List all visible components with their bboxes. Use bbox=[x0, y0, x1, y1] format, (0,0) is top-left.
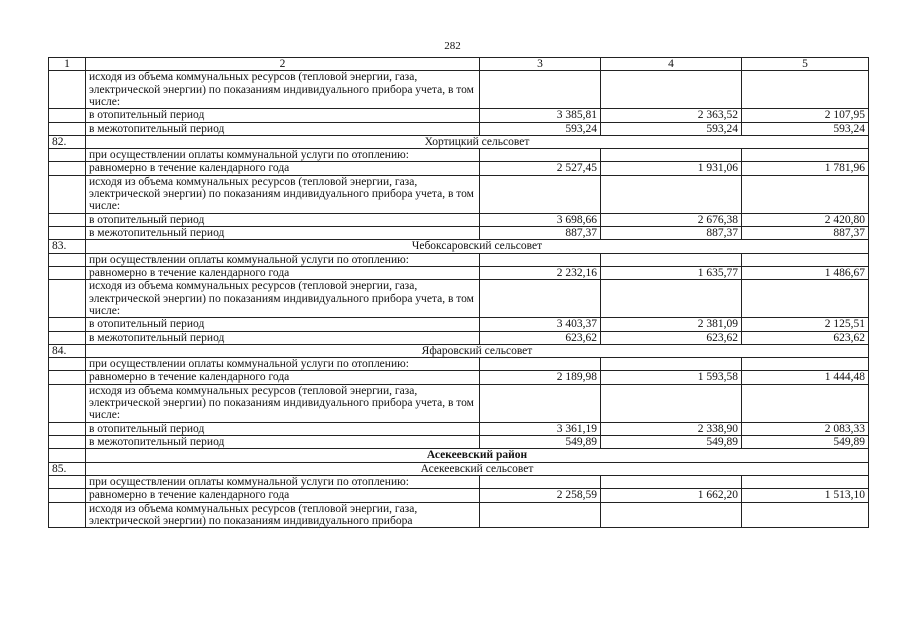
table-row bbox=[49, 436, 869, 449]
row-label: исходя из объема коммунальных ресурсов (тепловой энергии, газа, электрической энергии) по показаниям индивидуального прибора учета, в том числе: bbox=[86, 175, 480, 213]
section-title: Асекеевский сельсовет bbox=[86, 462, 869, 475]
row-index bbox=[49, 109, 86, 122]
row-index bbox=[49, 253, 86, 266]
row-index bbox=[49, 280, 86, 318]
row-label: равномерно в течение календарного года bbox=[86, 489, 480, 502]
value-col-3 bbox=[480, 175, 601, 213]
value-col-3 bbox=[480, 280, 601, 318]
table-row bbox=[49, 502, 869, 528]
value-col-4 bbox=[601, 71, 742, 109]
row-label: в межотопительный период bbox=[86, 331, 480, 344]
section-title: Яфаровский сельсовет bbox=[86, 344, 869, 357]
value-col-3 bbox=[480, 475, 601, 488]
value-col-5 bbox=[742, 175, 869, 213]
value-col-5 bbox=[742, 358, 869, 371]
value-col-4: 623,62 bbox=[601, 331, 742, 344]
value-col-5 bbox=[742, 71, 869, 109]
value-col-5 bbox=[742, 149, 869, 162]
row-label: равномерно в течение календарного года bbox=[86, 371, 480, 384]
section-row bbox=[49, 135, 869, 148]
section-row bbox=[49, 462, 869, 475]
value-col-4: 2 676,38 bbox=[601, 213, 742, 226]
value-col-5: 2 107,95 bbox=[742, 109, 869, 122]
table-body bbox=[49, 71, 869, 528]
table-row bbox=[49, 318, 869, 331]
value-col-4: 1 635,77 bbox=[601, 266, 742, 279]
value-col-5: 2 420,80 bbox=[742, 213, 869, 226]
value-col-4 bbox=[601, 358, 742, 371]
row-label: в межотопительный период bbox=[86, 436, 480, 449]
value-col-3: 623,62 bbox=[480, 331, 601, 344]
row-label: в межотопительный период bbox=[86, 122, 480, 135]
row-index bbox=[49, 475, 86, 488]
row-label: в отопительный период bbox=[86, 318, 480, 331]
table-row bbox=[49, 331, 869, 344]
value-col-4 bbox=[601, 475, 742, 488]
value-col-3: 2 258,59 bbox=[480, 489, 601, 502]
row-index bbox=[49, 436, 86, 449]
table-row bbox=[49, 475, 869, 488]
row-label: исходя из объема коммунальных ресурсов (тепловой энергии, газа, электрической энергии) по показаниям индивидуального прибора учета, в том числе: bbox=[86, 280, 480, 318]
section-title: Хортицкий сельсовет bbox=[86, 135, 869, 148]
section-row bbox=[49, 240, 869, 253]
value-col-4: 1 662,20 bbox=[601, 489, 742, 502]
row-label: исходя из объема коммунальных ресурсов (тепловой энергии, газа, электрической энергии) по показаниям индивидуального прибора учета, в том числе: bbox=[86, 71, 480, 109]
row-label: при осуществлении оплаты коммунальной услуги по отоплению: bbox=[86, 253, 480, 266]
value-col-4: 1 931,06 bbox=[601, 162, 742, 175]
value-col-3: 3 361,19 bbox=[480, 422, 601, 435]
value-col-5: 887,37 bbox=[742, 227, 869, 240]
value-col-5: 1 513,10 bbox=[742, 489, 869, 502]
value-col-4 bbox=[601, 280, 742, 318]
table-row bbox=[49, 422, 869, 435]
page-number: 282 bbox=[444, 40, 461, 52]
table-header-row bbox=[49, 58, 869, 71]
value-col-5 bbox=[742, 384, 869, 422]
value-col-4 bbox=[601, 502, 742, 528]
table-row bbox=[49, 175, 869, 213]
value-col-5: 549,89 bbox=[742, 436, 869, 449]
row-label: в отопительный период bbox=[86, 422, 480, 435]
value-col-3 bbox=[480, 149, 601, 162]
row-label: равномерно в течение календарного года bbox=[86, 162, 480, 175]
table-row bbox=[49, 384, 869, 422]
section-title: Чебоксаровский сельсовет bbox=[86, 240, 869, 253]
row-index bbox=[49, 213, 86, 226]
table-row bbox=[49, 489, 869, 502]
table-row bbox=[49, 71, 869, 109]
value-col-5: 593,24 bbox=[742, 122, 869, 135]
value-col-5 bbox=[742, 253, 869, 266]
row-index bbox=[49, 502, 86, 528]
row-index bbox=[49, 266, 86, 279]
value-col-3 bbox=[480, 71, 601, 109]
table-row bbox=[49, 122, 869, 135]
value-col-3 bbox=[480, 502, 601, 528]
row-index bbox=[49, 227, 86, 240]
value-col-5: 1 444,48 bbox=[742, 371, 869, 384]
row-index: 83. bbox=[49, 240, 86, 253]
row-index bbox=[49, 384, 86, 422]
value-col-4: 2 363,52 bbox=[601, 109, 742, 122]
row-index bbox=[49, 449, 86, 462]
row-index bbox=[49, 489, 86, 502]
value-col-3 bbox=[480, 384, 601, 422]
row-label: исходя из объема коммунальных ресурсов (тепловой энергии, газа, электрической энергии) по показаниям индивидуального прибора учета, в том числе: bbox=[86, 384, 480, 422]
value-col-4 bbox=[601, 175, 742, 213]
table-row bbox=[49, 358, 869, 371]
table-row bbox=[49, 266, 869, 279]
value-col-3: 549,89 bbox=[480, 436, 601, 449]
row-label: в отопительный период bbox=[86, 213, 480, 226]
value-col-5: 1 781,96 bbox=[742, 162, 869, 175]
value-col-5 bbox=[742, 280, 869, 318]
row-index: 85. bbox=[49, 462, 86, 475]
row-index bbox=[49, 149, 86, 162]
row-label: при осуществлении оплаты коммунальной услуги по отоплению: bbox=[86, 475, 480, 488]
table-row bbox=[49, 371, 869, 384]
column-header: 1 bbox=[49, 58, 86, 71]
row-label: исходя из объема коммунальных ресурсов (тепловой энергии, газа, электрической энергии) по показаниям индивидуального прибора bbox=[86, 502, 480, 528]
value-col-4: 2 338,90 bbox=[601, 422, 742, 435]
column-header: 3 bbox=[480, 58, 601, 71]
tariff-table bbox=[48, 57, 869, 528]
column-header: 5 bbox=[742, 58, 869, 71]
value-col-5 bbox=[742, 502, 869, 528]
row-label: в межотопительный период bbox=[86, 227, 480, 240]
value-col-3: 2 189,98 bbox=[480, 371, 601, 384]
value-col-4: 887,37 bbox=[601, 227, 742, 240]
row-label: в отопительный период bbox=[86, 109, 480, 122]
value-col-4: 2 381,09 bbox=[601, 318, 742, 331]
value-col-3: 2 527,45 bbox=[480, 162, 601, 175]
value-col-3: 2 232,16 bbox=[480, 266, 601, 279]
value-col-3: 3 403,37 bbox=[480, 318, 601, 331]
value-col-4 bbox=[601, 253, 742, 266]
row-index bbox=[49, 71, 86, 109]
row-index bbox=[49, 422, 86, 435]
table-row bbox=[49, 162, 869, 175]
row-index bbox=[49, 331, 86, 344]
table-row bbox=[49, 149, 869, 162]
row-index bbox=[49, 371, 86, 384]
column-header: 2 bbox=[86, 58, 480, 71]
row-index bbox=[49, 175, 86, 213]
value-col-4 bbox=[601, 384, 742, 422]
value-col-4: 1 593,58 bbox=[601, 371, 742, 384]
section-row bbox=[49, 344, 869, 357]
value-col-4 bbox=[601, 149, 742, 162]
district-title: Асекеевский район bbox=[86, 449, 869, 462]
value-col-5 bbox=[742, 475, 869, 488]
table-row bbox=[49, 280, 869, 318]
value-col-5: 2 125,51 bbox=[742, 318, 869, 331]
value-col-5: 1 486,67 bbox=[742, 266, 869, 279]
value-col-5: 2 083,33 bbox=[742, 422, 869, 435]
row-label: при осуществлении оплаты коммунальной услуги по отоплению: bbox=[86, 149, 480, 162]
row-index bbox=[49, 122, 86, 135]
value-col-3: 3 385,81 bbox=[480, 109, 601, 122]
value-col-5: 623,62 bbox=[742, 331, 869, 344]
row-label: равномерно в течение календарного года bbox=[86, 266, 480, 279]
row-index bbox=[49, 358, 86, 371]
table-row bbox=[49, 253, 869, 266]
row-label: при осуществлении оплаты коммунальной услуги по отоплению: bbox=[86, 358, 480, 371]
row-index: 84. bbox=[49, 344, 86, 357]
table-row bbox=[49, 109, 869, 122]
table-row bbox=[49, 213, 869, 226]
row-index bbox=[49, 162, 86, 175]
value-col-3: 593,24 bbox=[480, 122, 601, 135]
row-index: 82. bbox=[49, 135, 86, 148]
table-row bbox=[49, 227, 869, 240]
value-col-3 bbox=[480, 253, 601, 266]
value-col-3: 887,37 bbox=[480, 227, 601, 240]
value-col-4: 549,89 bbox=[601, 436, 742, 449]
column-header: 4 bbox=[601, 58, 742, 71]
district-row bbox=[49, 449, 869, 462]
value-col-3: 3 698,66 bbox=[480, 213, 601, 226]
value-col-3 bbox=[480, 358, 601, 371]
value-col-4: 593,24 bbox=[601, 122, 742, 135]
row-index bbox=[49, 318, 86, 331]
